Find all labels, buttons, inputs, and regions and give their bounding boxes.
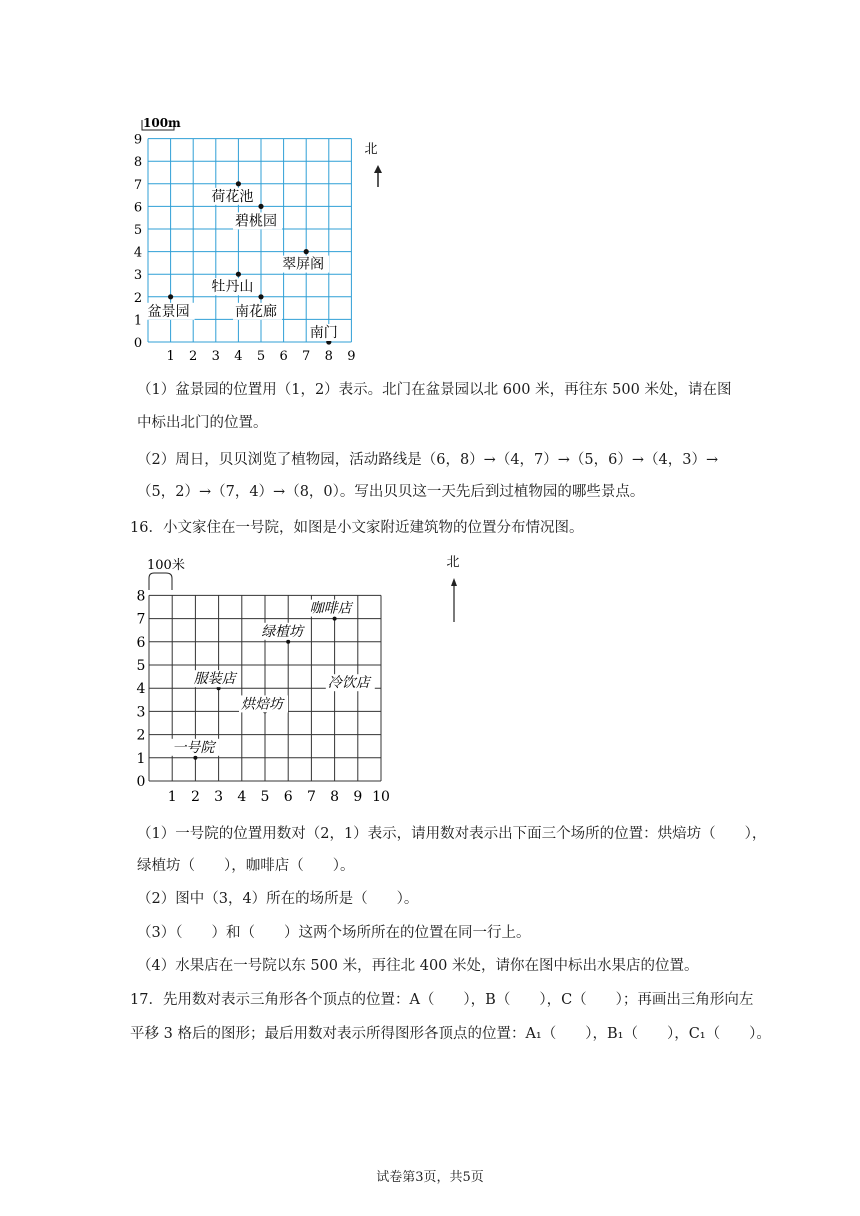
point-dot [193, 756, 197, 760]
y-tick-label: 4 [133, 245, 143, 261]
y-tick-label: 1 [136, 750, 146, 767]
point-dot [286, 640, 290, 644]
y-tick-label: 2 [133, 290, 143, 306]
scale-label: 100米 [147, 558, 185, 573]
page-footer: 试卷第3页，共5页 [376, 1170, 484, 1185]
map-point [280, 249, 329, 273]
x-tick-label: 3 [214, 789, 224, 805]
point-label: 碧桃园 [235, 213, 277, 230]
map-point [326, 674, 375, 691]
north-indicator [364, 142, 382, 187]
point-dot [258, 294, 263, 299]
point-dot [236, 272, 241, 277]
north-indicator [446, 555, 459, 622]
map-point [233, 204, 282, 230]
y-tick-label: 9 [133, 132, 143, 148]
x-tick-label: 4 [234, 349, 243, 364]
scale-bar [147, 557, 185, 590]
point-label: 南门 [309, 325, 338, 341]
y-tick-label: 5 [136, 658, 146, 674]
point-label: 一号院 [172, 739, 215, 756]
x-tick-label: 4 [237, 789, 247, 805]
x-tick-label: 5 [260, 789, 270, 805]
y-tick-label: 6 [133, 200, 143, 216]
x-tick-label: 9 [347, 349, 356, 364]
y-tick-label: 3 [136, 704, 146, 721]
y-tick-label: 8 [133, 155, 143, 171]
point-dot [168, 294, 173, 299]
x-tick-label: 9 [353, 789, 363, 805]
x-tick-label: 8 [324, 349, 333, 364]
q15-part1-line2: 中标出北门的位置。 [137, 415, 268, 431]
map-point [209, 181, 258, 205]
x-tick-label: 6 [279, 349, 288, 364]
q16-title: 16．小文家住在一号院，如图是小文家附近建筑物的位置分布情况图。 [130, 520, 584, 536]
scale-label: 100m [143, 116, 181, 130]
map-point [170, 739, 219, 760]
point-dot [304, 249, 309, 254]
q17-line2: 平移 3 格后的图形；最后用数对表示所得图形各顶点的位置：A₁（ ），B₁（ ），C₁（ ）。 [130, 1026, 771, 1042]
y-tick-label: 4 [136, 681, 146, 698]
q16-part3: （3）（ ）和（ ）这两个场所所在的位置在同一行上。 [137, 925, 531, 941]
point-label: 服装店 [193, 671, 236, 688]
y-tick-label: 3 [133, 268, 143, 284]
point-label: 荷花池 [211, 188, 254, 205]
x-tick-label: 5 [256, 349, 266, 364]
point-label: 烘焙坊 [241, 696, 283, 713]
botanical-garden-grid [128, 112, 408, 367]
point-dot [236, 181, 241, 186]
y-tick-label: 1 [133, 313, 143, 329]
y-tick-label: 7 [133, 177, 143, 193]
map-point [239, 695, 288, 713]
y-tick-label: 0 [133, 336, 143, 351]
point-label: 牡丹山 [211, 279, 254, 296]
x-tick-label: 6 [283, 789, 293, 805]
q16-part1-line1: （1）一号院的位置用数对（2，1）表示，请用数对表示出下面三个场所的位置：烘焙坊（ ）， [137, 826, 767, 842]
map-point [209, 272, 258, 296]
map-point [192, 670, 241, 690]
point-label: 南花廊 [235, 303, 277, 320]
point-label: 咖啡店 [309, 600, 352, 617]
point-dot [258, 204, 263, 209]
point-label: 绿植坊 [261, 623, 304, 640]
x-tick-label: 1 [167, 789, 177, 805]
y-tick-label: 5 [133, 223, 143, 238]
x-tick-label: 7 [306, 789, 316, 805]
scale-bar [142, 116, 181, 130]
neighborhood-grid [128, 552, 468, 807]
q16-part2: （2）图中（3，4）所在的场所是（ ）。 [137, 891, 419, 907]
y-tick-label: 0 [136, 774, 146, 790]
map-point [233, 294, 282, 320]
north-label: 北 [446, 555, 460, 570]
map-point [308, 600, 357, 621]
x-tick-label: 8 [330, 789, 340, 805]
y-tick-label: 6 [136, 634, 146, 651]
map-point [146, 294, 195, 320]
x-tick-label: 7 [302, 349, 311, 364]
point-dot [333, 617, 337, 621]
x-tick-label: 2 [189, 349, 198, 364]
x-tick-label: 1 [166, 349, 175, 364]
y-tick-label: 7 [136, 611, 146, 628]
q15-part1-line1: （1）盆景园的位置用（1，2）表示。北门在盆景园以北 600 米，再往东 500 米处，请在图 [137, 382, 732, 398]
q17-line1: 17．先用数对表示三角形各个顶点的位置：A（ ），B（ ），C（ ）；再画出三角形向左 [130, 992, 754, 1008]
q15-part2-line1: （2）周日，贝贝浏览了植物园，活动路线是（6，8）→（4，7）→（5，6）→（4，3）→ [137, 452, 719, 468]
point-label: 冷饮店 [327, 675, 370, 692]
q15-part2-line2: （5，2）→（7，4）→（8，0）。写出贝贝这一天先后到过植物园的哪些景点。 [137, 484, 645, 500]
x-tick-label: 10 [372, 789, 390, 805]
point-label: 翠屏阁 [282, 256, 325, 273]
q16-part1-line2: 绿植坊（ ），咖啡店（ ）。 [137, 858, 355, 874]
q16-part4: （4）水果店在一号院以东 500 米，再往北 400 米处，请你在图中标出水果店的位置。 [137, 958, 699, 974]
y-tick-label: 2 [136, 727, 146, 744]
point-label: 盆景园 [147, 303, 190, 320]
x-tick-label: 2 [190, 789, 200, 805]
north-label: 北 [364, 142, 378, 157]
y-tick-label: 8 [136, 588, 146, 605]
map-point [259, 623, 308, 644]
x-tick-label: 3 [211, 349, 220, 364]
